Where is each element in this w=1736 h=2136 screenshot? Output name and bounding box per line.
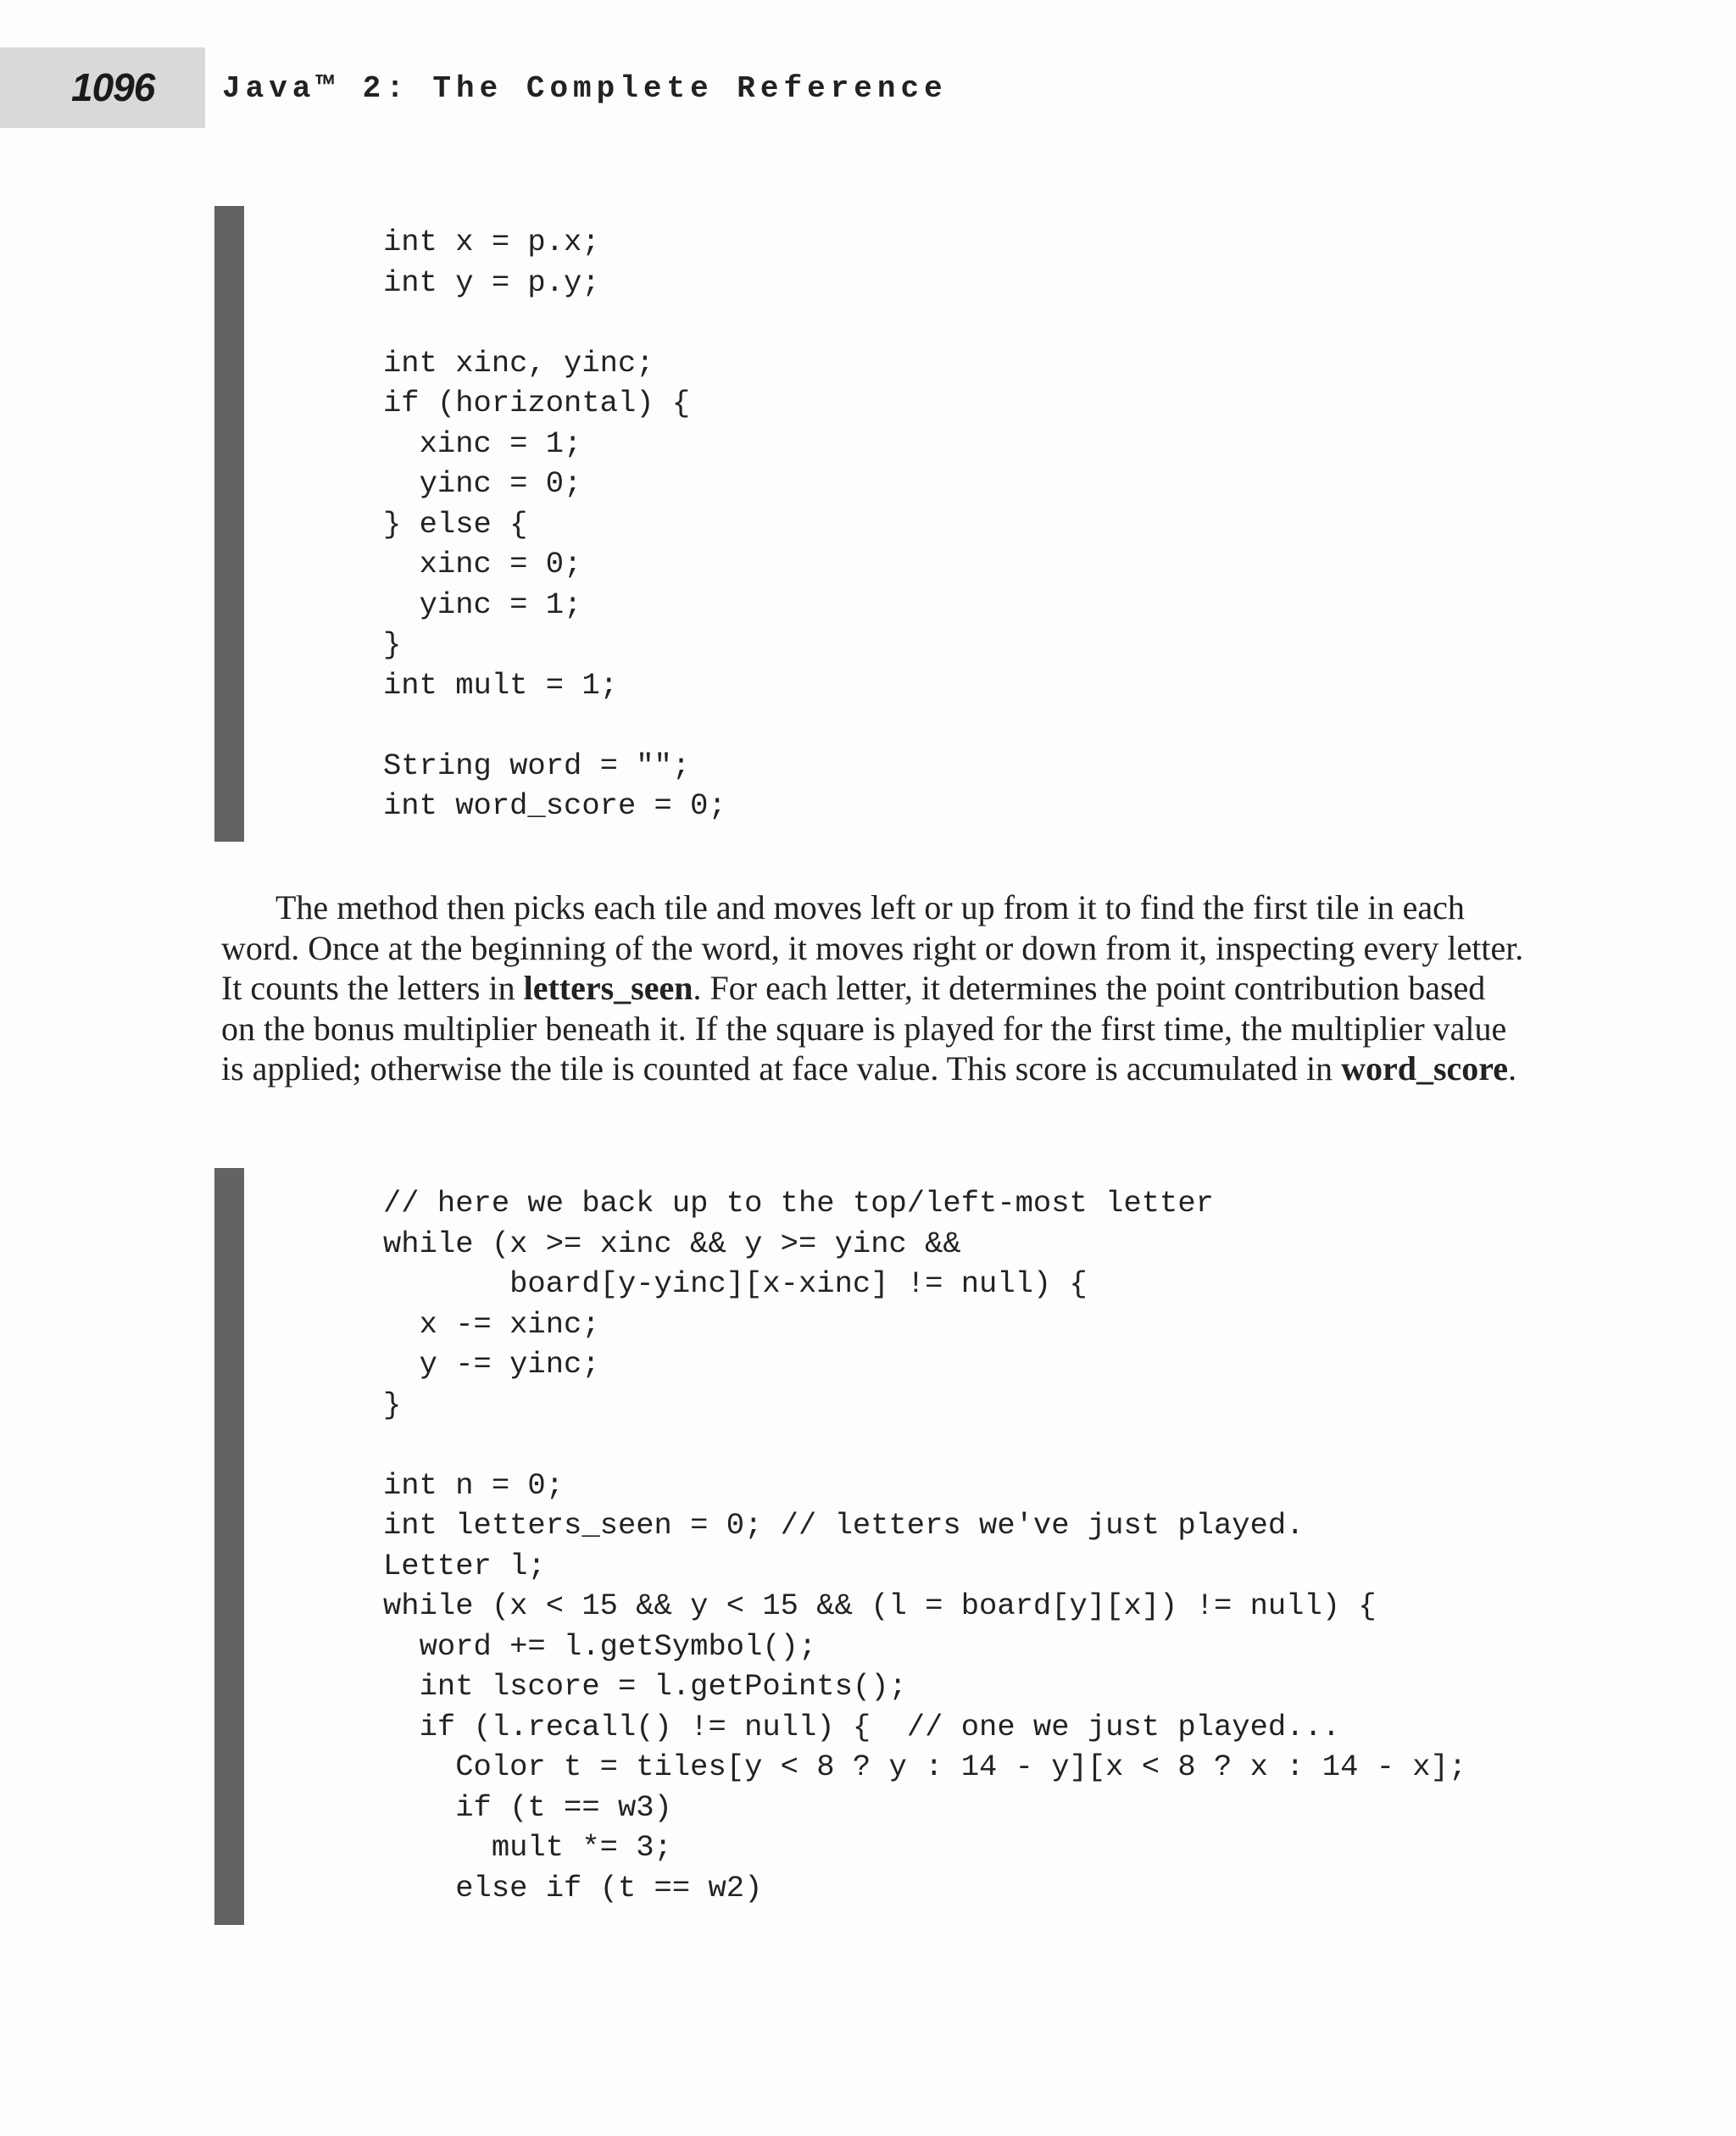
- code-line: }: [383, 1387, 402, 1422]
- code-line: }: [383, 627, 402, 662]
- running-head: Java™ 2: The Complete Reference: [222, 71, 948, 106]
- code-line: int lscore = l.getPoints();: [383, 1669, 907, 1704]
- body-paragraph: [221, 887, 1527, 1089]
- code-line: int xinc, yinc;: [383, 345, 654, 381]
- code-line: if (l.recall() != null) { // one we just played...: [383, 1709, 1341, 1744]
- code-line: int x = p.x;: [383, 225, 600, 259]
- code-line: xinc = 0;: [383, 547, 582, 581]
- code-line: if (horizontal) {: [383, 386, 691, 420]
- code-line: // here we back up to the top/left-most letter: [383, 1186, 1214, 1221]
- code-line: y -= yinc;: [383, 1347, 600, 1382]
- code-line: else if (t == w2): [383, 1870, 763, 1905]
- code-line: x -= xinc;: [383, 1306, 600, 1342]
- code-line: mult *= 3;: [383, 1830, 672, 1865]
- code-line: [383, 303, 726, 343]
- code-line: while (x < 15 && y < 15 && (l = board[y][x]) != null) {: [383, 1588, 1377, 1623]
- paragraph-text-3: .: [1508, 1049, 1517, 1087]
- code-line: if (t == w3): [383, 1789, 672, 1825]
- code-block-1: [383, 222, 726, 826]
- paragraph-bold-word-score: word_score: [1341, 1049, 1509, 1087]
- code-line: int mult = 1;: [383, 667, 618, 703]
- paragraph-text-2: . For each letter, it determines the point contribution based on the bonus multiplier beneath it. If the square is played for the first time, the multiplier value is applied; otherwise the tile is counted at face value. This score is accumulated in: [221, 969, 1507, 1087]
- code-line: word += l.getSymbol();: [383, 1628, 817, 1664]
- code-line: String word = "";: [383, 748, 691, 783]
- code-line: Color t = tiles[y < 8 ? y : 14 - y][x < 8 ? x : 14 - x];: [383, 1749, 1467, 1784]
- code-line: yinc = 1;: [383, 587, 582, 622]
- code-line: yinc = 0;: [383, 466, 582, 501]
- code-line: int y = p.y;: [383, 264, 600, 300]
- code-line: [383, 705, 726, 746]
- code-line: } else {: [383, 506, 528, 542]
- paragraph-bold-letters-seen: letters_seen: [523, 969, 693, 1007]
- code-line: board[y-yinc][x-xinc] != null) {: [383, 1266, 1088, 1301]
- code-line: while (x >= xinc && y >= yinc &&: [383, 1226, 961, 1261]
- code-line: int word_score = 0;: [383, 788, 726, 823]
- code-line: xinc = 1;: [383, 426, 582, 461]
- paragraph-text-1: The method then picks each tile and moves left or up from it to find the first tile in each word. Once at the beginning of the word, it moves right or down from it, inspecting every letter. It counts the letters in: [221, 888, 1524, 1007]
- code-line: int letters_seen = 0; // letters we've just played.: [383, 1508, 1305, 1543]
- code-block-2: [383, 1183, 1466, 1908]
- code-line: Letter l;: [383, 1548, 546, 1583]
- code-line: [383, 1425, 1466, 1466]
- code-line: int n = 0;: [383, 1467, 565, 1503]
- page-number: 1096: [71, 65, 155, 109]
- code-block-1-bar: [214, 206, 244, 842]
- code-block-2-bar: [214, 1168, 244, 1925]
